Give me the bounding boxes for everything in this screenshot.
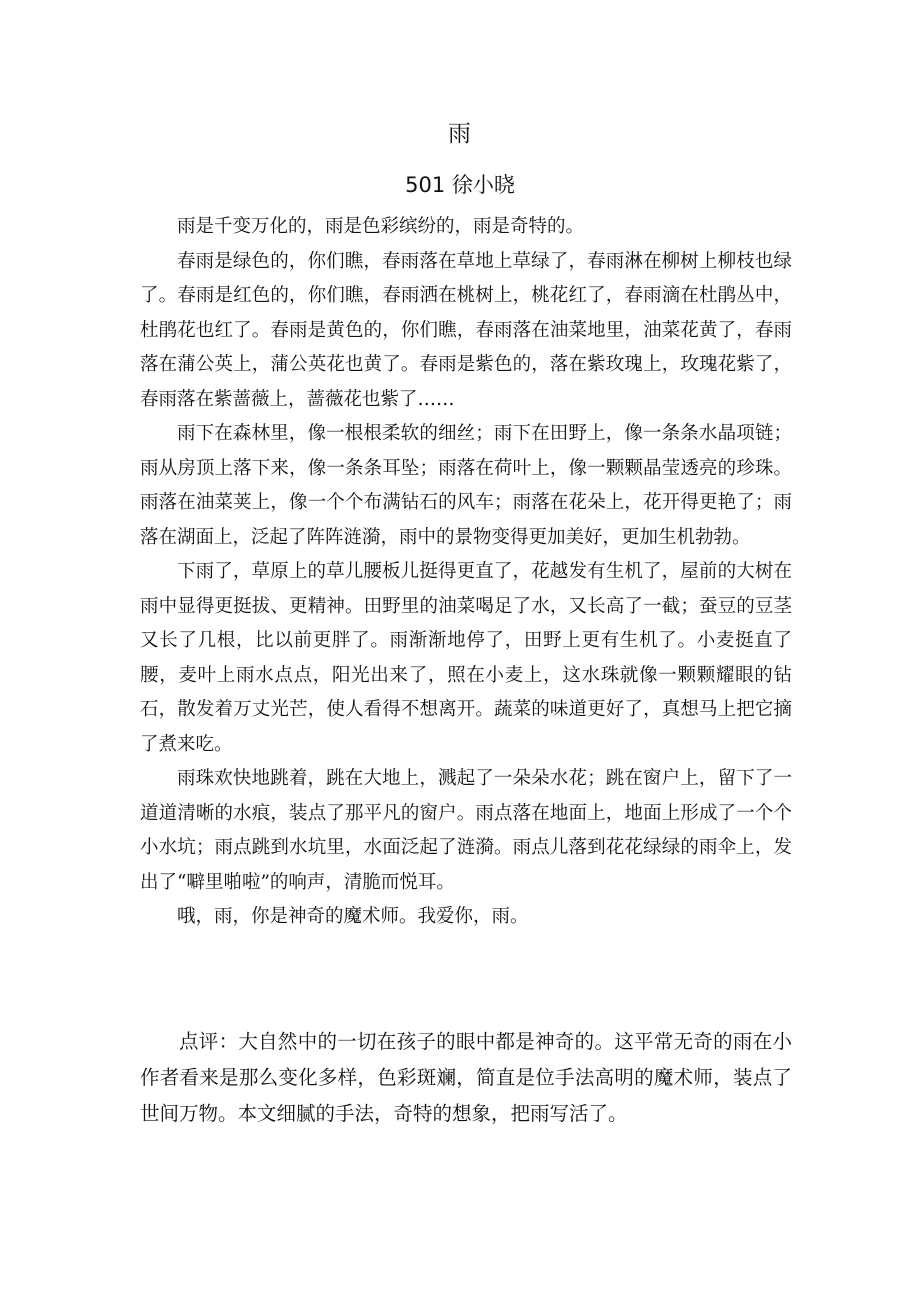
comment-paragraph: 点评：大自然中的一切在孩子的眼中都是神奇的。这平常无奇的雨在小作者看来是那么变化多样，色彩斑斓，简直是位手法高明的魔术师，装点了世间万物。本文细腻的手法，奇特的想象，把雨写活了。: [140, 1030, 792, 1125]
paragraph: 雨是千变万化的，雨是色彩缤纷的，雨是奇特的。: [177, 216, 585, 237]
teacher-comment: [140, 1024, 792, 1132]
paragraph: 下雨了，草原上的草儿腰板儿挺得更直了，花越发有生机了，屋前的大树在雨中显得更挺拔、更精神。田野里的油菜喝足了水，又长高了一截；蚕豆的豆茎又长了几根，比以前更胖了。雨渐渐地停了，田野上更有生机了。小麦挺直了腰，麦叶上雨水点点，阳光出来了，照在小麦上，这水珠就像一颗颗耀眼的钻石，散发着万丈光芒，使人看得不想离开。蔬菜的味道更好了，真想马上把它摘了煮来吃。: [140, 561, 792, 755]
paragraph: 雨下在森林里，像一根根柔软的细丝；雨下在田野上，像一条条水晶项链；雨从房顶上落下来，像一条条耳坠；雨落在荷叶上，像一颗颗晶莹透亮的珍珠。雨落在油菜荚上，像一个个布满钻石的风车；雨落在花朵上，花开得更艳了；雨落在湖面上，泛起了阵阵涟漪，雨中的景物变得更加美好，更加生机勃勃。: [140, 423, 792, 548]
document-title: 雨: [448, 121, 472, 147]
paragraph: 哦，雨，你是神奇的魔术师。我爱你，雨。: [177, 906, 529, 927]
paragraph: 春雨是绿色的，你们瞧，春雨落在草地上草绿了，春雨淋在柳树上柳枝也绿了。春雨是红色的，你们瞧，春雨洒在桃树上，桃花红了，春雨滴在杜鹃丛中，杜鹃花也红了。春雨是黄色的，你们瞧，春雨落在油菜地里，油菜花黄了，春雨落在蒲公英上，蒲公英花也黄了。春雨是紫色的，落在紫玫瑰上，玫瑰花紫了，春雨落在紫蔷薇上，蔷薇花也紫了……: [140, 250, 792, 410]
author-byline: 501 徐小晓: [405, 173, 515, 197]
essay-body: [140, 210, 792, 935]
paragraph: 雨珠欢快地跳着，跳在大地上，溅起了一朵朵水花；跳在窗户上，留下了一道道清晰的水痕，装点了那平凡的窗户。雨点落在地面上，地面上形成了一个个小水坑；雨点跳到水坑里，水面泛起了涟漪。雨点儿落到花花绿绿的雨伞上，发出了“噼里啪啦”的响声，清脆而悦耳。: [140, 768, 792, 893]
